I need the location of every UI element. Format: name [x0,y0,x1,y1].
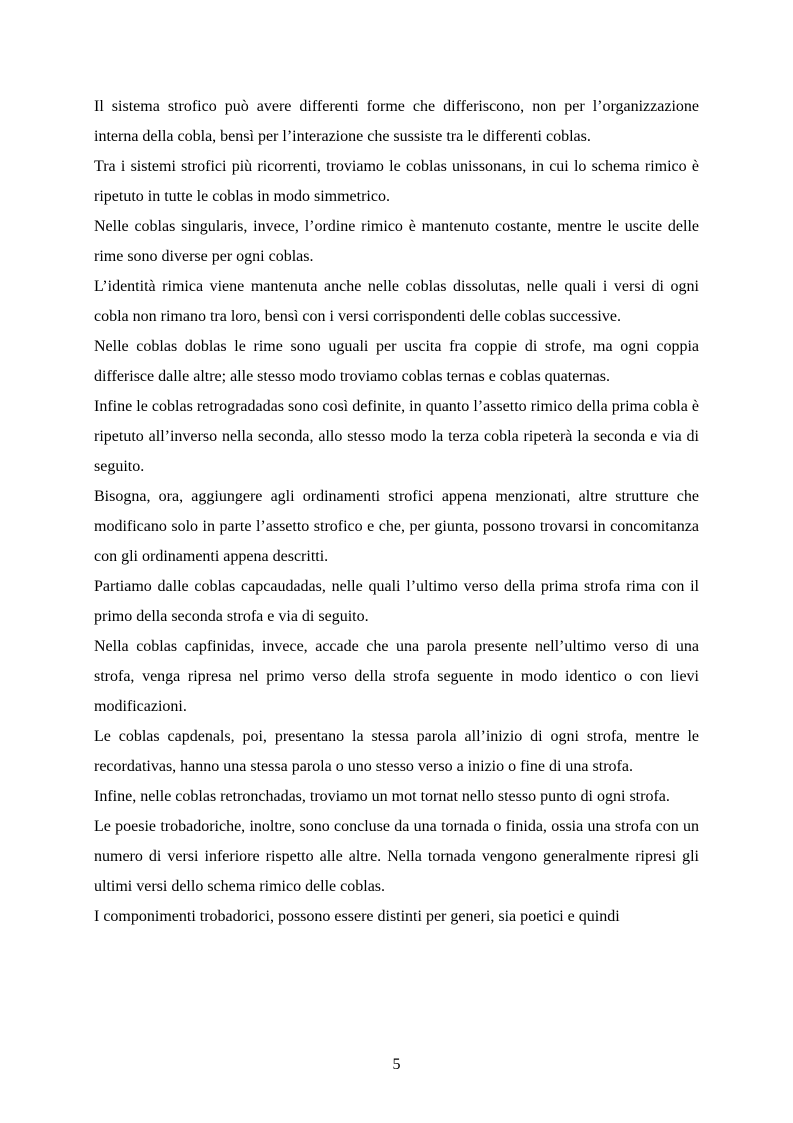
body-text [94,92,699,932]
paragraph-11: Infine, nelle coblas retronchadas, troviamo un mot tornat nello stesso punto di ogni strofa. [94,788,670,805]
paragraph-3: Nelle coblas singularis, invece, l’ordine rimico è mantenuto costante, mentre le uscite delle rime sono diverse per ogni coblas. [94,218,699,265]
paragraph-5: Nelle coblas doblas le rime sono uguali per uscita fra coppie di strofe, ma ogni coppia differisce dalle altre; alle stesso modo troviamo coblas ternas e coblas quaternas. [94,338,699,385]
paragraph-12: Le poesie trobadoriche, inoltre, sono concluse da una tornada o finida, ossia una strofa con un numero di versi inferiore rispetto alle altre. Nella tornada vengono generalmente ripresi gli ultimi versi dello schema rimico delle coblas. [94,818,699,895]
paragraph-13: I componimenti trobadorici, possono essere distinti per generi, sia poetici e quindi [94,908,620,925]
paragraph-4: L’identità rimica viene mantenuta anche nelle coblas dissolutas, nelle quali i versi di ogni cobla non rimano tra loro, bensì con i versi corrispondenti delle coblas successive. [94,278,699,325]
page-number: 5 [392,1056,401,1073]
paragraph-1: Il sistema strofico può avere differenti forme che differiscono, non per l’organizzazione interna della cobla, bensì per l’interazione che sussiste tra le differenti coblas. [94,98,699,145]
paragraph-6: Infine le coblas retrogradadas sono così definite, in quanto l’assetto rimico della prima cobla è ripetuto all’inverso nella seconda, allo stesso modo la terza cobla ripeterà la seconda e via di seguito. [94,398,699,475]
paragraph-2: Tra i sistemi strofici più ricorrenti, troviamo le coblas unissonans, in cui lo schema rimico è ripetuto in tutte le coblas in modo simmetrico. [94,158,699,205]
paragraph-10: Le coblas capdenals, poi, presentano la stessa parola all’inizio di ogni strofa, mentre le recordativas, hanno una stessa parola o uno stesso verso a inizio o fine di una strofa. [94,728,699,775]
paragraph-8: Partiamo dalle coblas capcaudadas, nelle quali l’ultimo verso della prima strofa rima con il primo della seconda strofa e via di seguito. [94,578,699,625]
paragraph-9: Nella coblas capfinidas, invece, accade che una parola presente nell’ultimo verso di una strofa, venga ripresa nel primo verso della strofa seguente in modo identico o con lievi modificazioni. [94,638,699,715]
paragraph-7: Bisogna, ora, aggiungere agli ordinamenti strofici appena menzionati, altre strutture che modificano solo in parte l’assetto strofico e che, per giunta, possono trovarsi in concomitanza con gli ordinamenti appena descritti. [94,488,699,565]
